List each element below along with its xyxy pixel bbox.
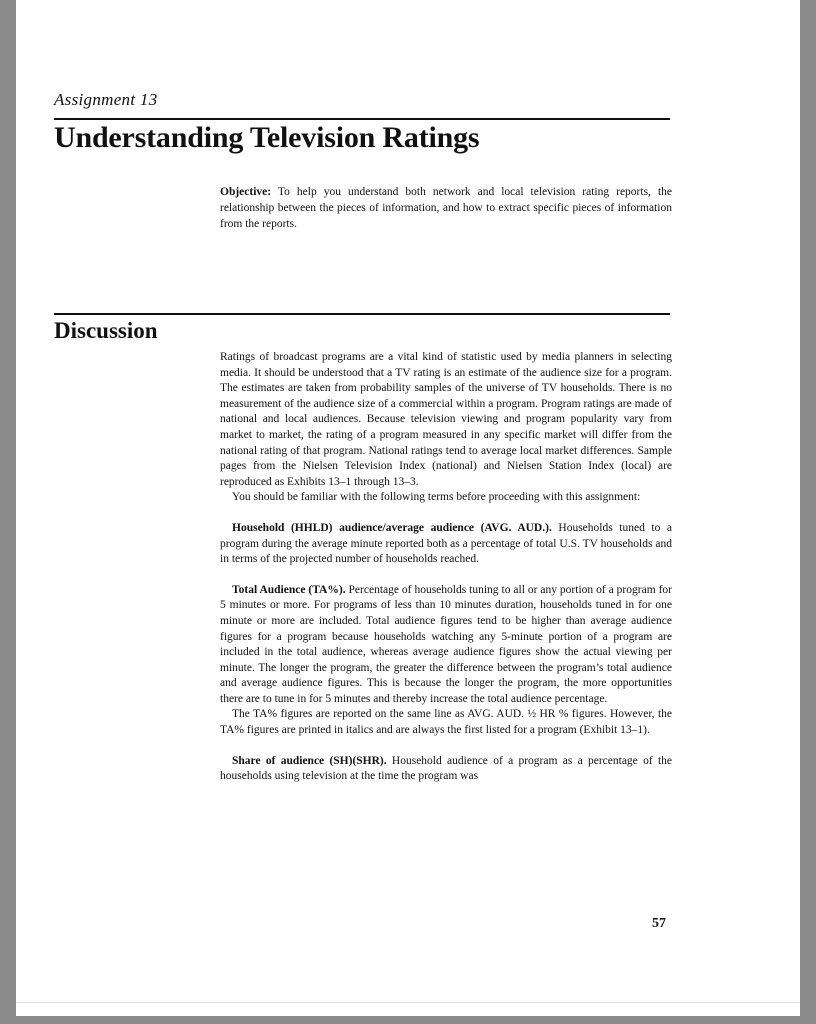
title-rule [54, 118, 670, 120]
section-rule [54, 313, 670, 315]
objective-label: Objective: [220, 186, 272, 198]
ta-term: Total Audience (TA%). [232, 583, 346, 596]
ta-text: Percentage of households tuning to all or any portion of a program for 5 minutes or more. For programs of less than 10 minutes duration, households tuned in for one minute or more are included. Total audience figures tend to be higher than average audience figures for a program because households watching any 5-minute portion of a program are included in the total audience, whereas average audience figures show the actual viewing per minute. The longer the program, the greater the difference between the program’s total audience and average audience figures. This is because the longer the program, the more opportunities there are to tune in for 5 minutes and thereby increase the total audience percentage. [220, 583, 672, 705]
share-term: Share of audience (SH)(SHR). [232, 754, 387, 767]
document-page [16, 0, 800, 1016]
discussion-body [220, 350, 672, 785]
section-heading: Discussion [54, 318, 158, 343]
objective-text: To help you understand both network and local television rating reports, the relationship between the pieces of information, and how to extract specific pieces of information from the reports. [220, 186, 672, 230]
page-number: 57 [652, 916, 666, 931]
hhld-term: Household (HHLD) audience/average audience (AVG. AUD.). [232, 521, 552, 534]
scan-edge-line [16, 1002, 800, 1003]
share-definition [220, 754, 672, 785]
terms-intro-paragraph: You should be familiar with the following terms before proceeding with this assignment: [232, 491, 641, 504]
page-title: Understanding Television Ratings [54, 121, 480, 154]
hhld-text: Households tuned to a program during the average minute reported both as a percentage of total U.S. TV households and in terms of the projected number of households reached. [220, 521, 673, 566]
share-text: Household audience of a program as a percentage of the households using television at the time the program was [220, 754, 672, 783]
intro-paragraph: Ratings of broadcast programs are a vital kind of statistic used by media planners in selecting media. It should be understood that a TV rating is an estimate of the audience size for a program. The estimates are taken from probability samples of the universe of TV households. There is no measurement of the audience size of a commercial within a program. Program ratings are made of national and local audiences. Because television viewing and program popularity vary from market to market, the rating of a program measured in any specific market will differ from the national rating of that program. National ratings tend to average local market differences. Sample pages from the Nielsen Television Index (national) and Nielsen Station Index (local) are reproduced as Exhibits 13–1 through 13–3. [220, 351, 672, 488]
assignment-label: Assignment 13 [54, 90, 158, 109]
ta-definition [220, 583, 672, 708]
hhld-definition [220, 521, 672, 568]
ta-note-paragraph: The TA% figures are reported on the same line as AVG. AUD. ½ HR % figures. However, the TA% figures are printed in italics and are always the first listed for a program (Exhibit 13–1). [220, 708, 672, 737]
objective-paragraph [220, 184, 672, 232]
